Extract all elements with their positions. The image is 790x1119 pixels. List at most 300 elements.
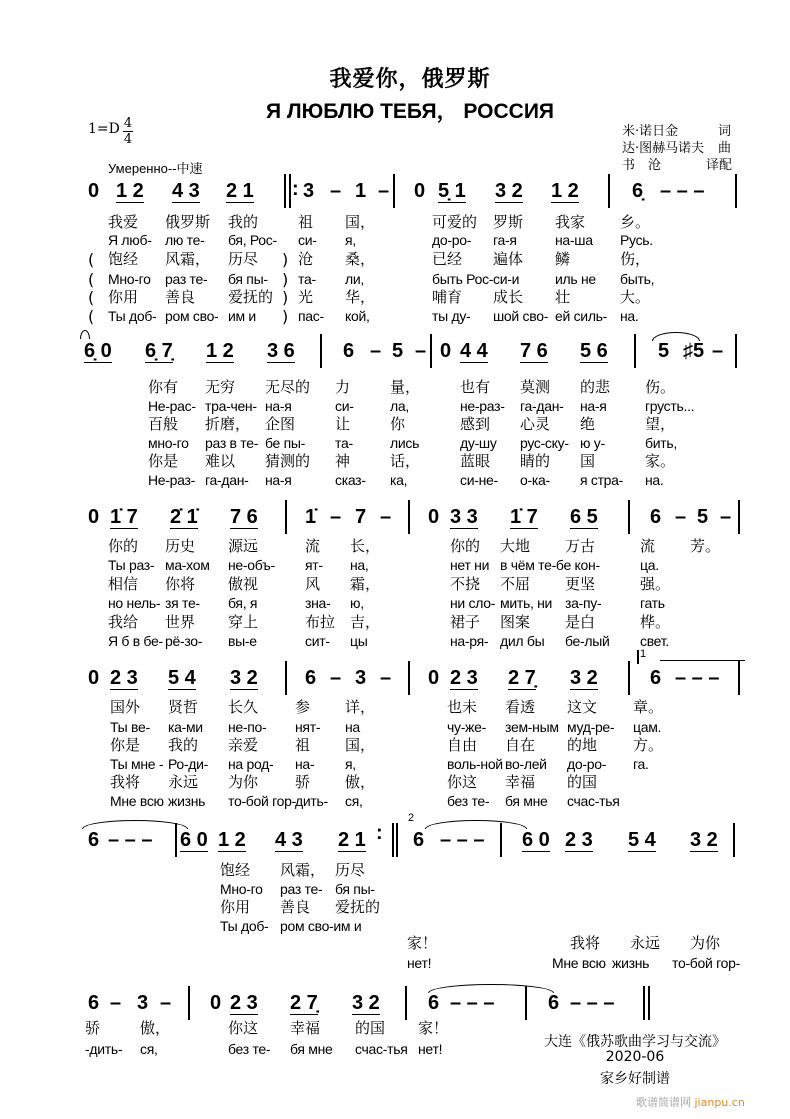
lyric-syllable: на. bbox=[620, 308, 639, 324]
paren-close: ) bbox=[282, 307, 289, 326]
lyric-syllable: Ты доб- bbox=[108, 308, 157, 324]
barline bbox=[738, 661, 740, 695]
lyric-syllable: ца. bbox=[640, 557, 659, 573]
lyric-syllable: 亲爱 bbox=[228, 736, 259, 754]
lyric-syllable: 图案 bbox=[500, 613, 531, 631]
lyric-syllable: та- bbox=[298, 271, 316, 287]
lyric-syllable: ю у- bbox=[580, 435, 605, 451]
lyric-syllable: гать bbox=[640, 595, 665, 611]
lyric-syllable: им и bbox=[228, 308, 256, 324]
lyric-syllable: ду-шу bbox=[460, 435, 497, 451]
lyric-syllable: бя, я bbox=[228, 595, 258, 611]
lyric-syllable: 强。 bbox=[640, 575, 671, 593]
lyric-syllable: 你用 bbox=[220, 898, 251, 916]
lyric-syllable: си-и bbox=[493, 271, 520, 287]
lyric-syllable: 风霜， bbox=[280, 861, 326, 879]
barline bbox=[430, 334, 432, 368]
lyric-syllable: 布拉 bbox=[305, 613, 336, 631]
lyric-syllable: ром сво- bbox=[165, 308, 219, 324]
lyric-syllable: я, bbox=[345, 232, 356, 248]
title-chinese: 我爱你，俄罗斯 bbox=[329, 66, 491, 92]
note: 6 bbox=[428, 992, 440, 1014]
lyric-syllable: ся, bbox=[140, 1041, 158, 1057]
lyric-syllable: Я люб- bbox=[108, 232, 152, 248]
lyric-syllable: та- bbox=[335, 435, 353, 451]
barline bbox=[634, 334, 636, 368]
note: 6̣ bbox=[632, 180, 644, 202]
lyric-syllable: 国外 bbox=[110, 698, 141, 716]
lyric-syllable: 祖 bbox=[298, 213, 314, 231]
note: 5̣ 1 bbox=[438, 180, 466, 202]
note: 6 bbox=[650, 667, 662, 689]
lyric-syllable: ка-ми bbox=[168, 719, 203, 735]
lyric-syllable: бя пы- bbox=[228, 271, 268, 287]
lyric-syllable: 我家 bbox=[555, 213, 586, 231]
lyric-syllable: 骄 bbox=[85, 1019, 101, 1037]
lyric-syllable: быть Рос- bbox=[432, 271, 494, 287]
lyric-syllable: 世界 bbox=[165, 613, 196, 631]
note: 5 4 bbox=[168, 667, 196, 689]
note: 0 bbox=[428, 506, 440, 528]
lyric-syllable: цы bbox=[350, 633, 368, 649]
lyric-syllable: си- bbox=[298, 232, 317, 248]
lyric-syllable: шой сво- bbox=[493, 308, 549, 324]
barline bbox=[285, 661, 287, 695]
lyric-syllable: 神 bbox=[335, 452, 351, 470]
lyric-syllable: 自在 bbox=[505, 736, 536, 754]
lyric-syllable: 让 bbox=[335, 415, 351, 433]
lyric-syllable: на- bbox=[295, 756, 315, 772]
lyric-syllable: я стра- bbox=[580, 472, 624, 488]
lyric-syllable: тра-чен- bbox=[205, 398, 257, 414]
note: – bbox=[370, 340, 382, 362]
lyric-syllable: 家！ bbox=[407, 934, 438, 952]
note: 5 4 bbox=[628, 829, 656, 851]
note: 6 5 bbox=[570, 506, 598, 528]
lyric-syllable: 霜， bbox=[350, 575, 381, 593]
lyric-syllable: бе-лый bbox=[565, 633, 610, 649]
lyric-syllable: на, bbox=[350, 557, 369, 573]
lyric-syllable: 我的 bbox=[168, 736, 199, 754]
note: 1̇ bbox=[305, 506, 317, 528]
lyric-syllable: Ты ве- bbox=[110, 719, 150, 735]
lyric-syllable: 家！ bbox=[418, 1019, 449, 1037]
barline bbox=[285, 500, 287, 534]
lyric-syllable: 鳞 bbox=[555, 250, 571, 268]
lyric-syllable: лю те- bbox=[165, 232, 205, 248]
lyric-syllable: 也未 bbox=[447, 698, 478, 716]
lyric-syllable: 风霜， bbox=[165, 250, 211, 268]
lyric-syllable: 参 bbox=[295, 698, 311, 716]
lyric-syllable: 风 bbox=[305, 575, 321, 593]
title-russian: Я ЛЮБЛЮ ТЕБЯ， РОССИЯ bbox=[265, 100, 555, 123]
lyric-syllable: Не-рас- bbox=[148, 398, 196, 414]
lyric-syllable: 爱抚的 bbox=[335, 898, 381, 916]
lyric-syllable: 祖 bbox=[295, 736, 311, 754]
note: 3 2 bbox=[690, 829, 718, 851]
note: 5 bbox=[697, 506, 709, 528]
lyric-syllable: 你是 bbox=[110, 736, 141, 754]
note: – – – bbox=[450, 992, 495, 1014]
lyric-syllable: ли, bbox=[345, 271, 364, 287]
lyric-syllable: вы-е bbox=[228, 633, 257, 649]
note: 6 bbox=[88, 829, 100, 851]
lyric-syllable: бя мне bbox=[505, 793, 548, 809]
note: 6 bbox=[343, 340, 355, 362]
lyric-syllable: 桑， bbox=[345, 250, 376, 268]
lyric-syllable: 你的 bbox=[450, 537, 481, 555]
lyric-syllable: 长久 bbox=[228, 698, 259, 716]
lyric-syllable: ей силь- bbox=[555, 308, 608, 324]
barline bbox=[408, 500, 410, 534]
lyric-syllable: свет. bbox=[640, 633, 669, 649]
lyric-syllable: 睛的 bbox=[520, 452, 551, 470]
lyric-syllable: 裙子 bbox=[450, 613, 481, 631]
volta-bracket bbox=[637, 650, 639, 664]
lyric-syllable: 饱经 bbox=[220, 861, 251, 879]
note: 2 3 bbox=[230, 992, 258, 1014]
lyric-syllable: 贤哲 bbox=[168, 698, 199, 716]
lyric-syllable: рё-зо- bbox=[165, 633, 203, 649]
lyric-syllable: 穿上 bbox=[228, 613, 259, 631]
lyric-syllable: сказ- bbox=[335, 472, 366, 488]
lyric-syllable: ни сло- bbox=[450, 595, 496, 611]
lyric-syllable: ла, bbox=[390, 398, 409, 414]
lyric-syllable: 绝 bbox=[580, 415, 596, 433]
repeat-start-thin bbox=[289, 174, 291, 208]
note: 6 bbox=[305, 667, 317, 689]
lyric-syllable: 我将 bbox=[110, 773, 141, 791]
lyric-syllable: но нель- bbox=[108, 595, 161, 611]
note: 1 2 bbox=[218, 829, 246, 851]
note: – bbox=[675, 506, 687, 528]
slur-mark bbox=[428, 984, 554, 993]
note: 6 bbox=[548, 992, 560, 1014]
note: – – – bbox=[108, 829, 153, 851]
lyric-syllable: 我爱 bbox=[108, 213, 139, 231]
lyric-syllable: си- bbox=[335, 398, 354, 414]
note: – bbox=[380, 667, 392, 689]
lyric-syllable: раз те- bbox=[165, 271, 208, 287]
lyric-syllable: кой, bbox=[345, 308, 370, 324]
lyric-syllable: 吉， bbox=[350, 613, 381, 631]
lyric-syllable: 相信 bbox=[108, 575, 139, 593]
lyric-syllable: Ро-ди- bbox=[168, 756, 209, 772]
note: 2 1 bbox=[338, 829, 366, 851]
lyric-syllable: 这文 bbox=[567, 698, 598, 716]
note: 2 1 bbox=[226, 180, 254, 202]
slur-mark bbox=[82, 820, 188, 829]
lyric-syllable: 光 bbox=[298, 288, 314, 306]
lyric-syllable: бя, Рос- bbox=[228, 232, 277, 248]
footer-source: 大连《俄苏歌曲学习与交流》 bbox=[544, 1034, 726, 1050]
barline bbox=[408, 661, 410, 695]
footer-author: 家乡好制谱 bbox=[600, 1071, 670, 1087]
lyric-syllable: нет! bbox=[418, 1041, 443, 1057]
lyric-syllable: 国， bbox=[345, 213, 376, 231]
note: 4 3 bbox=[172, 180, 200, 202]
lyric-syllable: 你的 bbox=[108, 537, 139, 555]
lyric-syllable: 历尽 bbox=[228, 250, 259, 268]
time-top: 4 bbox=[123, 116, 133, 131]
lyric-syllable: ят- bbox=[305, 557, 323, 573]
lyric-syllable: на-я bbox=[265, 472, 292, 488]
lyric-syllable: Не-раз- bbox=[148, 472, 195, 488]
lyric-syllable: 方。 bbox=[633, 736, 664, 754]
lyric-syllable: цам. bbox=[633, 719, 662, 735]
lyric-syllable: 无尽的 bbox=[265, 378, 311, 396]
note: ♯5 bbox=[683, 340, 705, 362]
lyric-syllable: нят- bbox=[295, 719, 321, 735]
note: – bbox=[712, 340, 724, 362]
lyric-syllable: на-ша bbox=[555, 232, 593, 248]
lyric-syllable: 难以 bbox=[205, 452, 236, 470]
lyric-syllable: 永远 bbox=[168, 773, 199, 791]
lyric-syllable: 不挠 bbox=[450, 575, 481, 593]
lyric-syllable: 的地 bbox=[567, 736, 598, 754]
note: 1 2 bbox=[551, 180, 579, 202]
credit-name: 书 沧 bbox=[622, 158, 662, 173]
lyric-syllable: 你用 bbox=[108, 288, 139, 306]
credit-name: 达·图赫马诺夫 bbox=[622, 141, 705, 156]
paren-close: ) bbox=[282, 288, 289, 307]
lyric-syllable: раз те- bbox=[280, 881, 323, 897]
lyric-syllable: га-дан- bbox=[205, 472, 249, 488]
note: 1 2 bbox=[116, 180, 144, 202]
note: 2 3 bbox=[110, 667, 138, 689]
lyric-syllable: 更坚 bbox=[565, 575, 596, 593]
lyric-syllable: без те- bbox=[228, 1041, 271, 1057]
lyric-syllable: 蓝眼 bbox=[460, 452, 491, 470]
note: 7 bbox=[355, 506, 367, 528]
note: – bbox=[720, 506, 732, 528]
note: 0 bbox=[88, 180, 100, 202]
note: 2 3 bbox=[565, 829, 593, 851]
lyric-syllable: 你这 bbox=[447, 773, 478, 791]
lyric-syllable: 你 bbox=[390, 415, 406, 433]
lyric-syllable: ма-хом bbox=[165, 557, 210, 573]
lyric-syllable: бе пы- bbox=[265, 435, 306, 451]
note: 6 0 bbox=[180, 829, 208, 851]
lyric-syllable: 为你 bbox=[690, 934, 721, 952]
lyric-syllable: 成长 bbox=[493, 288, 524, 306]
barline bbox=[608, 174, 610, 208]
barline bbox=[320, 334, 322, 368]
lyric-syllable: то-бой гор- bbox=[672, 955, 740, 971]
lyric-syllable: 你这 bbox=[228, 1019, 259, 1037]
lyric-syllable: зя те- bbox=[165, 595, 200, 611]
lyric-syllable: на-я bbox=[265, 398, 292, 414]
watermark-text: 歌谱简谱网 bbox=[636, 1096, 691, 1109]
lyric-syllable: 详， bbox=[345, 698, 376, 716]
note: 3 bbox=[303, 180, 315, 202]
note: – bbox=[110, 992, 122, 1014]
lyric-syllable: без те- bbox=[447, 793, 490, 809]
key-signature: 1=D bbox=[88, 121, 120, 137]
lyric-syllable: 也有 bbox=[460, 378, 491, 396]
lyric-syllable: 饱经 bbox=[108, 250, 139, 268]
lyric-syllable: 是白 bbox=[565, 613, 596, 631]
lyric-syllable: ром сво-им и bbox=[280, 918, 362, 934]
lyric-syllable: 为你 bbox=[228, 773, 259, 791]
lyric-syllable: 自由 bbox=[447, 736, 478, 754]
lyric-syllable: 百般 bbox=[148, 415, 179, 433]
lyric-syllable: 沧 bbox=[298, 250, 314, 268]
paren-close: ) bbox=[282, 250, 289, 269]
lyric-syllable: -дить- bbox=[85, 1041, 123, 1057]
lyric-syllable: бя пы- bbox=[335, 881, 375, 897]
paren-open: ( bbox=[88, 270, 95, 289]
lyric-syllable: 我的 bbox=[228, 213, 259, 231]
lyric-syllable: 伤， bbox=[620, 250, 651, 268]
lyric-syllable: 企图 bbox=[265, 415, 296, 433]
lyric-syllable: на-ря- bbox=[450, 633, 489, 649]
lyric-syllable: дил бы bbox=[500, 633, 545, 649]
lyric-syllable: га-дан- bbox=[520, 398, 564, 414]
lyric-syllable: не-объ- bbox=[228, 557, 275, 573]
lyric-syllable: 善良 bbox=[165, 288, 196, 306]
tempo-marking: Умеренно--中速 bbox=[108, 161, 203, 176]
lyric-syllable: Ты раз- bbox=[108, 557, 155, 573]
lyric-syllable: ты ду- bbox=[432, 308, 471, 324]
lyric-syllable: 家。 bbox=[645, 452, 676, 470]
lyric-syllable: муд-ре- bbox=[567, 719, 615, 735]
lyric-syllable: 俄罗斯 bbox=[165, 213, 211, 231]
lyric-syllable: Мно-го bbox=[220, 881, 263, 897]
credit-name: 米·诺日金 bbox=[622, 124, 679, 139]
note: 3 2 bbox=[570, 667, 598, 689]
lyric-syllable: 哺育 bbox=[432, 288, 463, 306]
note: 6 bbox=[650, 506, 662, 528]
lyric-syllable: 傲， bbox=[140, 1019, 171, 1037]
note: 4 4 bbox=[460, 340, 488, 362]
note: 0 bbox=[414, 180, 426, 202]
note: 3 2 bbox=[352, 992, 380, 1014]
note: – bbox=[380, 506, 392, 528]
lyric-syllable: 流 bbox=[640, 537, 656, 555]
lyric-syllable: 莫测 bbox=[520, 378, 551, 396]
note: 1̇ 7 bbox=[110, 506, 138, 528]
volta-line bbox=[660, 660, 745, 661]
note: 0 bbox=[440, 340, 452, 362]
lyric-syllable: чу-же- bbox=[447, 719, 486, 735]
note: 3 2 bbox=[495, 180, 523, 202]
lyric-syllable: 折磨， bbox=[205, 415, 251, 433]
lyric-syllable: 源远 bbox=[228, 537, 259, 555]
volta-2-label: 2 bbox=[408, 812, 415, 824]
lyric-syllable: 国 bbox=[580, 452, 596, 470]
lyric-syllable: на bbox=[345, 719, 360, 735]
lyric-syllable: ка, bbox=[390, 472, 408, 488]
note: 2 7̣ bbox=[508, 667, 536, 689]
slur-mark bbox=[425, 820, 527, 829]
credit-role: 词 bbox=[718, 124, 732, 139]
note: 7 6 bbox=[230, 506, 258, 528]
lyric-syllable: 国， bbox=[345, 736, 376, 754]
note: – bbox=[160, 992, 172, 1014]
lyric-syllable: 傲， bbox=[345, 773, 376, 791]
lyric-syllable: счас-тья bbox=[567, 793, 620, 809]
lyric-syllable: 伤。 bbox=[645, 378, 676, 396]
paren-open: ( bbox=[88, 250, 95, 269]
paren-close: ) bbox=[282, 270, 289, 289]
note: 3 6 bbox=[267, 340, 295, 362]
barline bbox=[735, 334, 737, 368]
lyric-syllable: мно-го bbox=[148, 435, 189, 451]
lyric-syllable: 遍体 bbox=[493, 250, 524, 268]
lyric-syllable: 感到 bbox=[460, 415, 491, 433]
barline bbox=[393, 174, 395, 208]
lyric-syllable: га. bbox=[633, 756, 649, 772]
lyric-syllable: на род- bbox=[228, 756, 274, 772]
note: – bbox=[330, 180, 342, 202]
lyric-syllable: 大地 bbox=[500, 537, 531, 555]
lyric-syllable: воль-ной bbox=[447, 756, 503, 772]
lyric-syllable: зем-ным bbox=[505, 719, 559, 735]
lyric-syllable: о-ка- bbox=[520, 472, 550, 488]
lyric-syllable: 章。 bbox=[633, 698, 664, 716]
lyric-syllable: 罗斯 bbox=[493, 213, 524, 231]
note: 2 7̣ bbox=[290, 992, 318, 1014]
paren-open: ( bbox=[88, 288, 95, 307]
lyric-syllable: 乡。 bbox=[620, 213, 651, 231]
lyric-syllable: 的国 bbox=[567, 773, 598, 791]
lyric-syllable: до-ро- bbox=[432, 232, 472, 248]
lyric-syllable: раз в те- bbox=[205, 435, 259, 451]
lyric-syllable: Я б в бе- bbox=[108, 633, 163, 649]
lyric-syllable: 华， bbox=[345, 288, 376, 306]
lyric-syllable: 你将 bbox=[165, 575, 196, 593]
lyric-syllable: не-по- bbox=[228, 719, 267, 735]
lyric-syllable: 量， bbox=[390, 378, 421, 396]
lyric-syllable: 历尽 bbox=[335, 861, 366, 879]
barline bbox=[628, 661, 630, 695]
lyric-syllable: 心灵 bbox=[520, 415, 551, 433]
note: 3 bbox=[137, 992, 149, 1014]
note: – bbox=[378, 180, 390, 202]
credit-role: 译配 bbox=[706, 158, 733, 173]
lyric-syllable: зна- bbox=[305, 595, 331, 611]
note: 1 2 bbox=[206, 340, 234, 362]
lyric-syllable: га-я bbox=[493, 232, 517, 248]
note: 4 3 bbox=[275, 829, 303, 851]
note: 3 3 bbox=[450, 506, 478, 528]
lyric-syllable: пас- bbox=[298, 308, 324, 324]
lyric-syllable: Мне всю bbox=[110, 793, 164, 809]
barline bbox=[735, 174, 737, 208]
note: – – – bbox=[440, 829, 485, 851]
lyric-syllable: 历史 bbox=[165, 537, 196, 555]
note: 6 0 bbox=[522, 829, 550, 851]
barline bbox=[188, 986, 190, 1020]
barline bbox=[628, 500, 630, 534]
lyric-syllable: 我给 bbox=[108, 613, 139, 631]
lyric-syllable: 幸福 bbox=[290, 1019, 321, 1037]
time-bottom: 4 bbox=[123, 132, 133, 147]
note: 7 6 bbox=[520, 340, 548, 362]
lyric-syllable: 看透 bbox=[505, 698, 536, 716]
lyric-syllable: нет! bbox=[407, 955, 432, 971]
lyric-syllable: бя мне bbox=[290, 1041, 333, 1057]
lyric-syllable: за-пу- bbox=[565, 595, 602, 611]
lyric-syllable: 幸福 bbox=[505, 773, 536, 791]
lyric-syllable: жизнь bbox=[612, 955, 650, 971]
lyric-syllable: ю, bbox=[350, 595, 364, 611]
note: – – – bbox=[570, 992, 615, 1014]
lyric-syllable: 永远 bbox=[630, 934, 661, 952]
final-bar-thin bbox=[643, 986, 645, 1020]
lyric-syllable: ся, bbox=[345, 793, 363, 809]
